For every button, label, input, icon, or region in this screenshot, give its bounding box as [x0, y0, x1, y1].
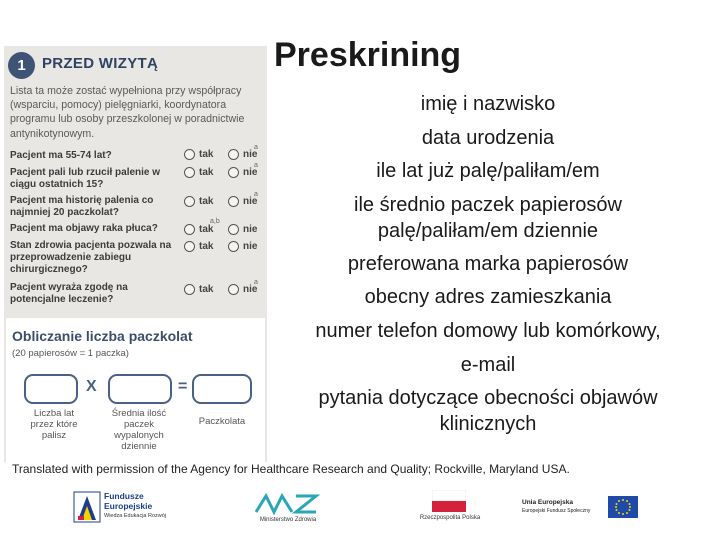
- equals-sign: =: [178, 378, 188, 395]
- form-intro: Lista ta może zostać wypełniona przy współpracy (wsparciu, pomocy) pielęgniarki, koordynatora programu lub osoby przeszkolonej w poradnictwie antynikotynowym.: [10, 85, 245, 140]
- packs-box: [108, 374, 172, 404]
- footnote-marker: a: [254, 279, 258, 286]
- rp-text: Rzeczpospolita Polska: [419, 515, 481, 521]
- footnote-marker: a: [254, 144, 258, 151]
- answer-yes-label: tak: [199, 167, 214, 178]
- list-item: imię i nazwisko: [420, 93, 556, 115]
- calculator-subtitle: (20 papierosów = 1 paczka): [12, 348, 129, 359]
- radio-circle-icon: [228, 284, 239, 295]
- years-box: [24, 374, 78, 404]
- answer-yes-label: tak: [199, 149, 214, 160]
- list-item: pytania dotyczące obecności objawów klinicznych: [318, 387, 658, 436]
- question-health-status: Stan zdrowia pacjenta pozwala na przeprowadzenie zabiegu chirurgicznego?: [10, 240, 172, 275]
- answer-no-label: nie: [243, 167, 258, 178]
- fundusze-emblem-icon: [72, 490, 102, 524]
- answer-yes-label: tak: [199, 224, 214, 235]
- form-header: [4, 46, 267, 82]
- eu-flag-icon: [608, 496, 638, 518]
- list-item: preferowana marka papierosów: [347, 252, 629, 275]
- question-age: Pacjent ma 55-74 lat?: [10, 150, 112, 161]
- result-label: Paczkolata: [198, 416, 246, 427]
- answer-yes: [184, 241, 213, 252]
- radio-circle-icon: [228, 241, 239, 252]
- radio-circle-icon: [184, 149, 195, 160]
- ue-line2: Europejski Fundusz Społeczny: [522, 508, 591, 514]
- slide-title: Preskrining: [274, 36, 462, 74]
- answer-yes: [184, 167, 213, 178]
- radio-circle-icon: [184, 224, 195, 235]
- answer-no-label: nie: [243, 149, 258, 160]
- answer-no: [228, 224, 257, 235]
- answer-yes-label: tak: [199, 284, 214, 295]
- step-number-badge: 1: [8, 52, 35, 79]
- radio-circle-icon: [228, 224, 239, 235]
- radio-circle-icon: [184, 196, 195, 207]
- question-pack-years: Pacjent ma historię palenia co najmniej 20 paczkolat?: [10, 195, 154, 218]
- radio-circle-icon: [184, 241, 195, 252]
- answer-yes-label: tak: [199, 196, 214, 207]
- list-item: obecny adres zamieszkania: [364, 286, 612, 309]
- footnote-marker: a: [254, 191, 258, 198]
- answer-yes: [184, 224, 213, 235]
- ue-line1: Unia Europejska: [522, 499, 573, 506]
- answer-yes-label: tak: [199, 241, 214, 252]
- list-item: numer telefon domowy lub komórkowy,: [315, 319, 661, 342]
- answer-yes: [184, 284, 213, 295]
- list-item: data urodzenia: [421, 126, 555, 149]
- radio-circle-icon: [184, 284, 195, 295]
- answer-no: [228, 241, 257, 252]
- radio-circle-icon: [228, 167, 239, 178]
- answer-no-label: nie: [243, 284, 258, 295]
- footnote-marker: a,b: [210, 218, 220, 225]
- radio-circle-icon: [228, 196, 239, 207]
- answer-yes: [184, 196, 213, 207]
- polish-flag-icon: [432, 490, 466, 512]
- rzeczpospolita-polska-logo: [408, 490, 492, 526]
- multiply-sign: X: [86, 378, 97, 395]
- footnote-marker: a: [254, 162, 258, 169]
- fundusze-europejskie-logo: [72, 490, 182, 526]
- list-item: ile średnio paczek papierosów palę/paliłam/em dziennie: [354, 193, 622, 242]
- form-title: PRZED WIZYTĄ: [42, 55, 159, 72]
- unia-europejska-logo: [522, 494, 642, 524]
- list-item: ile lat już palę/paliłam/em: [376, 160, 600, 183]
- mz-text: Ministerstwo Zdrowia: [259, 517, 317, 523]
- fe-line3: Wiedza Edukacja Rozwój: [104, 513, 167, 519]
- answer-no-label: nie: [243, 241, 258, 252]
- packs-label: Średnia ilość paczek wypalonych dziennie: [111, 408, 167, 452]
- answer-no-label: nie: [243, 224, 258, 235]
- pre-visit-form-image: [4, 46, 267, 462]
- question-consent: Pacjent wyraża zgodę na potencjalne leczenie?: [10, 282, 128, 305]
- radio-circle-icon: [184, 167, 195, 178]
- ministerstwo-zdrowia-logo: [252, 492, 324, 528]
- radio-circle-icon: [228, 149, 239, 160]
- fe-line1: Fundusze: [104, 491, 144, 501]
- prescreening-items-list: [288, 88, 688, 441]
- pack-years-calculator: [6, 318, 265, 462]
- translation-credit: Translated with permission of the Agency for Healthcare Research and Quality; Rockville, Maryland USA.: [12, 462, 570, 476]
- mz-emblem-icon: [252, 492, 322, 516]
- answer-no-label: nie: [243, 196, 258, 207]
- fe-line2: Europejskie: [104, 501, 153, 511]
- answer-yes: [184, 149, 213, 160]
- question-symptoms: Pacjent ma objawy raka płuca?: [10, 223, 158, 234]
- calculator-title: Obliczanie liczba paczkolat: [12, 328, 193, 344]
- list-item: e-mail: [460, 353, 516, 376]
- years-label: Liczba lat przez które palisz: [30, 408, 78, 441]
- question-smoking: Pacjent pali lub rzucił palenie w ciągu ostatnich 15?: [10, 167, 161, 190]
- result-box: [192, 374, 252, 404]
